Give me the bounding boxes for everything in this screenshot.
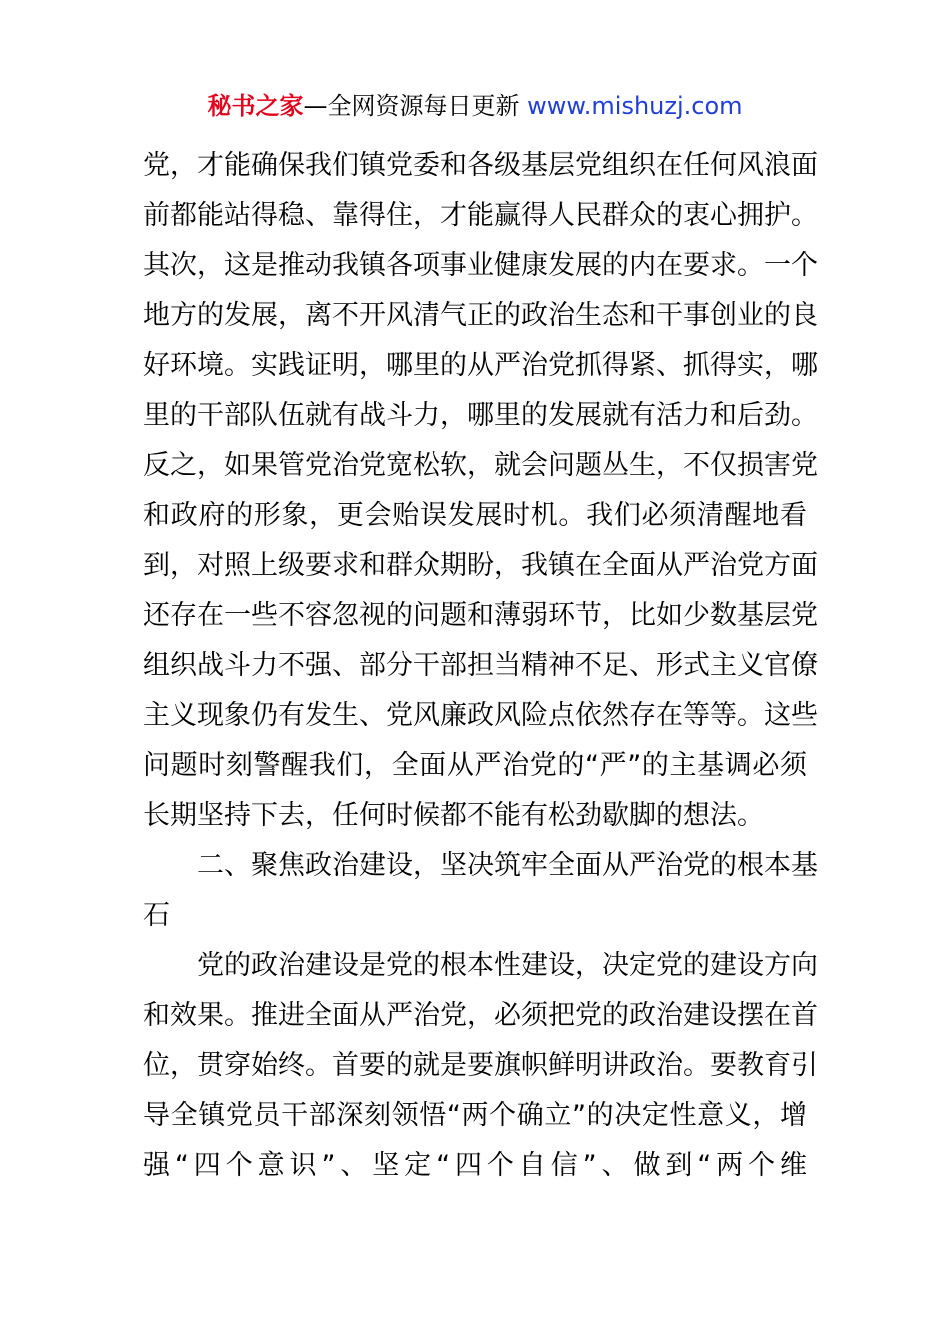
text-line: 到，对照上级要求和群众期盼，我镇在全面从严治党方面 — [143, 550, 818, 581]
text-line: 二、聚焦政治建设，坚决筑牢全面从严治党的根本基 — [143, 850, 818, 881]
text-line: 和效果。推进全面从严治党，必须把党的政治建设摆在首 — [143, 1000, 818, 1031]
text-line: 和政府的形象，更会贻误发展时机。我们必须清醒地看 — [143, 500, 807, 531]
text-line: 强“四个意识”、坚定“四个自信”、做到“两个维 — [143, 1150, 807, 1181]
text-line: 前都能站得稳、靠得住，才能赢得人民群众的衷心拥护。 — [143, 200, 818, 231]
document-body — [143, 141, 818, 1191]
text-line: 好环境。实践证明，哪里的从严治党抓得紧、抓得实，哪 — [143, 350, 818, 381]
watermark-header — [0, 86, 950, 126]
text-line: 组织战斗力不强、部分干部担当精神不足、形式主义官僚 — [143, 650, 818, 681]
brand-name: 秘书之家 — [207, 92, 304, 120]
text-line: 其次，这是推动我镇各项事业健康发展的内在要求。一个 — [143, 250, 818, 281]
text-line: 问题时刻警醒我们，全面从严治党的“严”的主基调必须 — [143, 750, 807, 781]
text-line: 主义现象仍有发生、党风廉政风险点依然存在等等。这些 — [143, 700, 818, 731]
text-line: 反之，如果管党治党宽松软，就会问题丛生，不仅损害党 — [143, 450, 818, 481]
website-url: www.mishuzj.com — [527, 92, 743, 120]
text-line: 里的干部队伍就有战斗力，哪里的发展就有活力和后劲。 — [143, 400, 818, 431]
header-tagline: —全网资源每日更新 — [303, 92, 520, 120]
text-line: 党的政治建设是党的根本性建设，决定党的建设方向 — [143, 950, 818, 981]
text-line: 还存在一些不容忽视的问题和薄弱环节，比如少数基层党 — [143, 600, 818, 631]
text-line: 长期坚持下去，任何时候都不能有松劲歇脚的想法。 — [143, 800, 764, 831]
text-line: 党，才能确保我们镇党委和各级基层党组织在任何风浪面 — [143, 150, 818, 181]
text-line: 导全镇党员干部深刻领悟“两个确立”的决定性意义，增 — [143, 1100, 807, 1131]
text-line: 石 — [143, 900, 170, 931]
text-line: 位，贯穿始终。首要的就是要旗帜鲜明讲政治。要教育引 — [143, 1050, 818, 1081]
text-line: 地方的发展，离不开风清气正的政治生态和干事创业的良 — [143, 300, 818, 331]
